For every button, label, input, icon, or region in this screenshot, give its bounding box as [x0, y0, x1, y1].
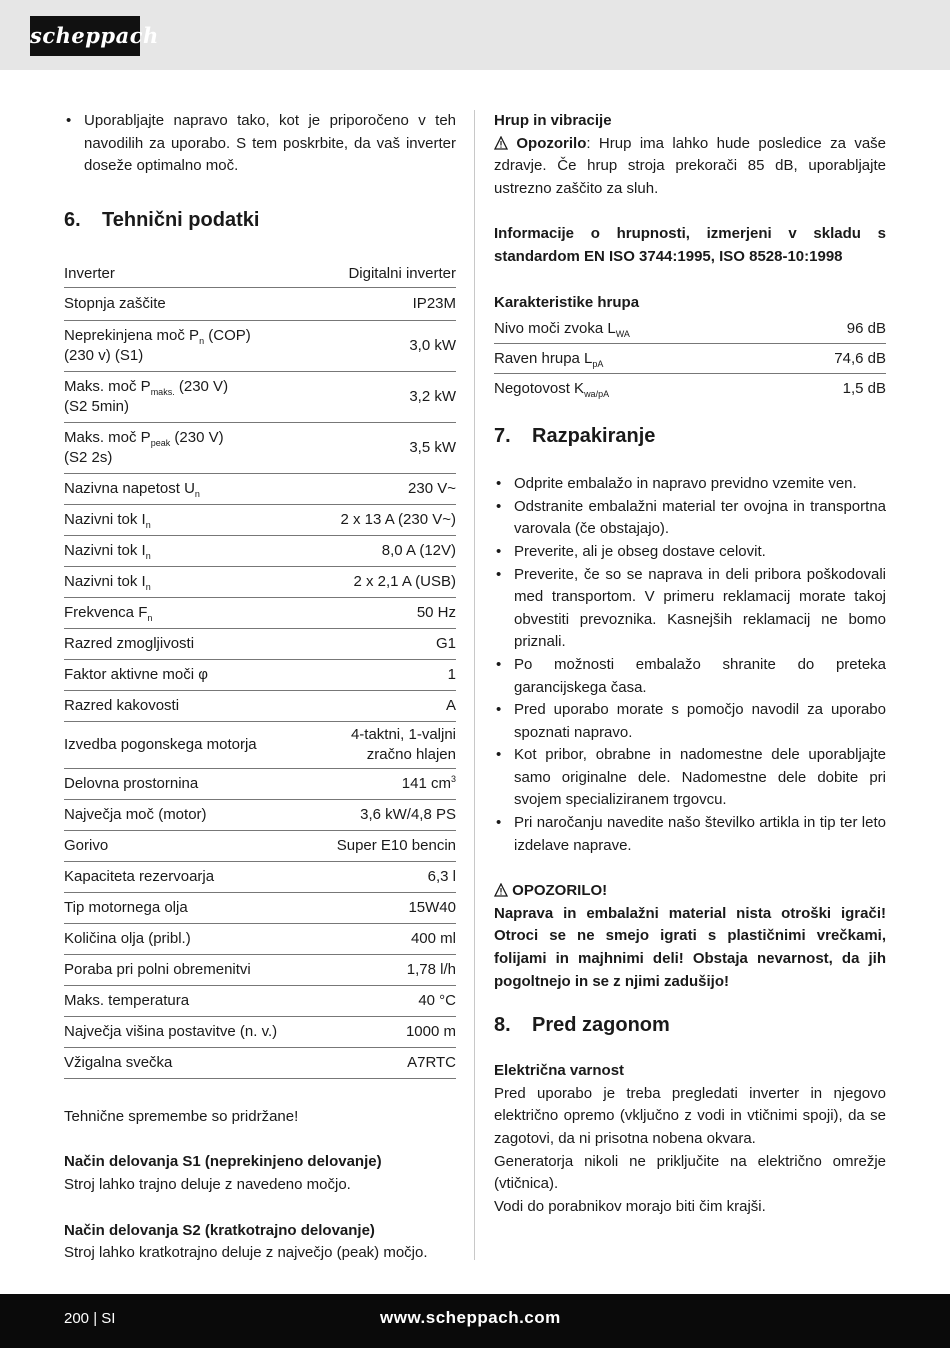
list-item: • Pri naročanju navedite našo številko artikla in tip ter leto izdelave naprave. — [494, 812, 886, 857]
section-number: 7. — [494, 425, 511, 448]
section-title: Razpakiranje — [532, 425, 656, 448]
spec-label: Kapaciteta rezervoarja — [64, 861, 315, 892]
spec-value: 1,78 l/h — [315, 954, 456, 985]
spec-label: Razred kakovosti — [64, 690, 315, 721]
spec-label: Vžigalna svečka — [64, 1047, 315, 1078]
list-item: • Pred uporabo morate s pomočjo navodil za uporabo spoznati napravo. — [494, 699, 886, 744]
list-item: • Preverite, ali je obseg dostave celovit. — [494, 541, 886, 564]
spec-label: Izvedba pogonskega motorja — [64, 721, 315, 768]
noise-table — [494, 314, 886, 403]
spec-value: 1 — [315, 659, 456, 690]
spec-label: Maks. moč $P_{peak}$ (230 V) (S2 2s) — [64, 422, 315, 473]
spec-value: 8,0 A (12V) — [315, 535, 456, 566]
noise-row — [494, 374, 886, 404]
spec-value: 50 Hz — [315, 597, 456, 628]
left-column — [64, 110, 456, 1265]
spec-row — [64, 892, 456, 923]
elec-paragraph: Generatorja nikoli ne priključite na električno omrežje (vtičnica). — [494, 1152, 886, 1193]
noise-title: Hrup in vibracije — [494, 112, 612, 129]
spec-label: Največja višina postavitve (n. v.) — [64, 1016, 315, 1047]
spec-row — [64, 923, 456, 954]
spec-label: Razred zmogljivosti — [64, 628, 315, 659]
changes-note: Tehnične spremembe so pridržane! — [64, 1107, 299, 1125]
spec-label: Nazivni tok $I_n$ — [64, 504, 315, 535]
spec-row — [64, 371, 456, 422]
spec-row — [64, 535, 456, 566]
column-divider — [474, 110, 475, 1260]
list-item: • Odprite embalažo in napravo previdno vzemite ven. — [494, 473, 886, 496]
spec-value: 3,2 kW — [315, 371, 456, 422]
spec-value: 40 °C — [315, 985, 456, 1016]
spec-label: Nazivna napetost $U_n$ — [64, 473, 315, 504]
spec-row — [64, 473, 456, 504]
spec-value: 3,5 kW — [315, 422, 456, 473]
list-item: • Odstranite embalažni material ter ovojna in transportna varovala (če obstajajo). — [494, 496, 886, 541]
spec-row — [64, 566, 456, 597]
section-number: 6. — [64, 208, 81, 231]
unpack-list — [494, 473, 886, 857]
spec-row — [64, 628, 456, 659]
spec-row — [64, 690, 456, 721]
spec-row — [64, 320, 456, 371]
spec-value: IP23M — [315, 287, 456, 320]
noise-label: Negotovost $K_{wa/pA}$ — [494, 380, 610, 400]
spec-value: 2 x 2,1 A (USB) — [315, 566, 456, 597]
list-item: • Kot pribor, obrabne in nadomestne dele uporabljajte samo originalne dele. Nadomestne dele dobite pri svojem specializiranem trgovcu. — [494, 744, 886, 812]
spec-row — [64, 768, 456, 799]
warning-triangle-icon — [494, 883, 508, 897]
spec-row — [64, 287, 456, 320]
spec-row — [64, 659, 456, 690]
spec-label: Gorivo — [64, 830, 315, 861]
spec-row — [64, 830, 456, 861]
spec-value: 4-taktni, 1-valjni zračno hlajen — [315, 721, 456, 768]
spec-value: 1000 m — [315, 1016, 456, 1047]
spec-row — [64, 261, 456, 288]
noise-value: 1,5 dB — [842, 380, 886, 398]
website-url: www.scheppach.com — [380, 1308, 561, 1327]
spec-label: Nazivni tok $I_n$ — [64, 566, 315, 597]
intro-bullets — [64, 110, 456, 178]
spec-value: Digitalni inverter — [315, 261, 456, 288]
spec-label: Poraba pri polni obremenitvi — [64, 954, 315, 985]
spec-label: Maks. moč $P_{maks.}$ (230 V) (S2 5min) — [64, 371, 315, 422]
section-7-heading — [494, 425, 886, 448]
spec-label: Faktor aktivne moči φ — [64, 659, 315, 690]
spec-row — [64, 799, 456, 830]
spec-value: 141 $cm^3$ — [315, 768, 456, 799]
section-6-heading — [64, 209, 456, 232]
noise-value: 74,6 dB — [778, 344, 886, 374]
page-number: 200 | SI — [64, 1310, 116, 1327]
warning-triangle-icon — [494, 136, 508, 150]
spec-label: Količina olja (pribl.) — [64, 923, 315, 954]
intro-bullet: • Uporabljajte napravo tako, kot je priporočeno v teh navodilih za uporabo. S tem poskrbite, da vaš inverter doseže optimalno moč. — [64, 110, 456, 178]
spec-label: Neprekinjena moč $P_n$ (COP) (230 v) (S1) — [64, 320, 315, 371]
spec-value: A7RTC — [315, 1047, 456, 1078]
spec-row — [64, 954, 456, 985]
noise-row — [494, 344, 886, 374]
list-item: • Po možnosti embalažo shranite do preteka garancijskega časa. — [494, 654, 886, 699]
spec-value: 2 x 13 A (230 V~) — [315, 504, 456, 535]
spec-label: Maks. temperatura — [64, 985, 315, 1016]
spec-label: Nazivni tok $I_n$ — [64, 535, 315, 566]
spec-label: Največja moč (motor) — [64, 799, 315, 830]
section-title: Tehnični podatki — [102, 208, 260, 231]
s2-title: Način delovanja S2 (kratkotrajno delovanje) — [64, 1221, 375, 1239]
spec-label: Stopnja zaščite — [64, 287, 315, 320]
spec-value: 15W40 — [315, 892, 456, 923]
noise-char-title: Karakteristike hrupa — [494, 293, 640, 311]
noise-warning: Opozorilo: Hrup ima lahko hude posledice za vaše zdravje. Če hrup stroja prekorači 85 dB, uporabljajte ustrezno zaščito za sluh. — [494, 134, 887, 197]
spec-row — [64, 597, 456, 628]
warning2-text: Naprava in embalažni material nista otroški igrači! Otroci se ne smejo igrati s plastičnimi vrečkami, folijami in majhnimi deli! Obstaja nevarnost, da jih pogoltnejo in se z njimi zadušijo! — [494, 904, 886, 990]
spec-value: G1 — [315, 628, 456, 659]
spec-value: 230 V~ — [315, 473, 456, 504]
noise-value: 96 dB — [778, 314, 886, 344]
spec-value: 6,3 l — [315, 861, 456, 892]
spec-row — [64, 985, 456, 1016]
section-8-heading — [494, 1014, 886, 1037]
section-title: Pred zagonom — [532, 1014, 670, 1037]
s1-text: Stroj lahko trajno deluje z navedeno močjo. — [64, 1175, 351, 1193]
spec-label: Delovna prostornina — [64, 768, 315, 799]
elec-title: Električna varnost — [494, 1062, 625, 1080]
spec-row — [64, 861, 456, 892]
noise-info: Informacije o hrupnosti, izmerjeni v skladu s standardom EN ISO 3744:1995, ISO 8528-10:1998 — [494, 225, 886, 265]
warning2-title: OPOZORILO! — [494, 880, 886, 903]
spec-value: A — [315, 690, 456, 721]
spec-value: Super E10 bencin — [315, 830, 456, 861]
elec-paragraph: Pred uporabo je treba pregledati inverter in njegovo električno opremo (vključno z vodi in vtičnimi spoji), da se zagotovi, da ni prisotna nobena okvara. — [494, 1084, 886, 1147]
top-bar — [0, 0, 950, 70]
spec-row — [64, 1016, 456, 1047]
spec-label: Inverter — [64, 261, 315, 288]
s1-title: Način delovanja S1 (neprekinjeno delovanje) — [64, 1153, 382, 1171]
spec-value: 3,6 kW/4,8 PS — [315, 799, 456, 830]
noise-row — [494, 314, 886, 344]
s2-text: Stroj lahko kratkotrajno deluje z največjo (peak) močjo. — [64, 1244, 428, 1262]
spec-value: 3,0 kW — [315, 320, 456, 371]
noise-label: Raven hrupa $L_{pA}$ — [494, 344, 778, 374]
spec-row — [64, 422, 456, 473]
spec-table — [64, 261, 456, 1079]
elec-paragraph: Vodi do porabnikov morajo biti čim krajši. — [494, 1197, 766, 1215]
noise-label: Nivo moči zvoka $L_{WA}$ — [494, 314, 778, 344]
spec-label: Frekvenca $F_n$ — [64, 597, 315, 628]
right-column — [494, 110, 886, 1218]
scheppach-logo: scheppach — [30, 16, 140, 56]
spec-row — [64, 1047, 456, 1078]
footer-bar — [0, 1294, 950, 1348]
spec-value: 400 ml — [315, 923, 456, 954]
section-number: 8. — [494, 1014, 511, 1037]
spec-label: Tip motornega olja — [64, 892, 315, 923]
spec-row — [64, 504, 456, 535]
list-item: • Preverite, če so se naprava in deli pribora poškodovali med transportom. V primeru reklamacij morate takoj obvestiti prevoznika. Kasnejših reklamacij ne bomo priznali. — [494, 564, 886, 654]
spec-row — [64, 721, 456, 768]
